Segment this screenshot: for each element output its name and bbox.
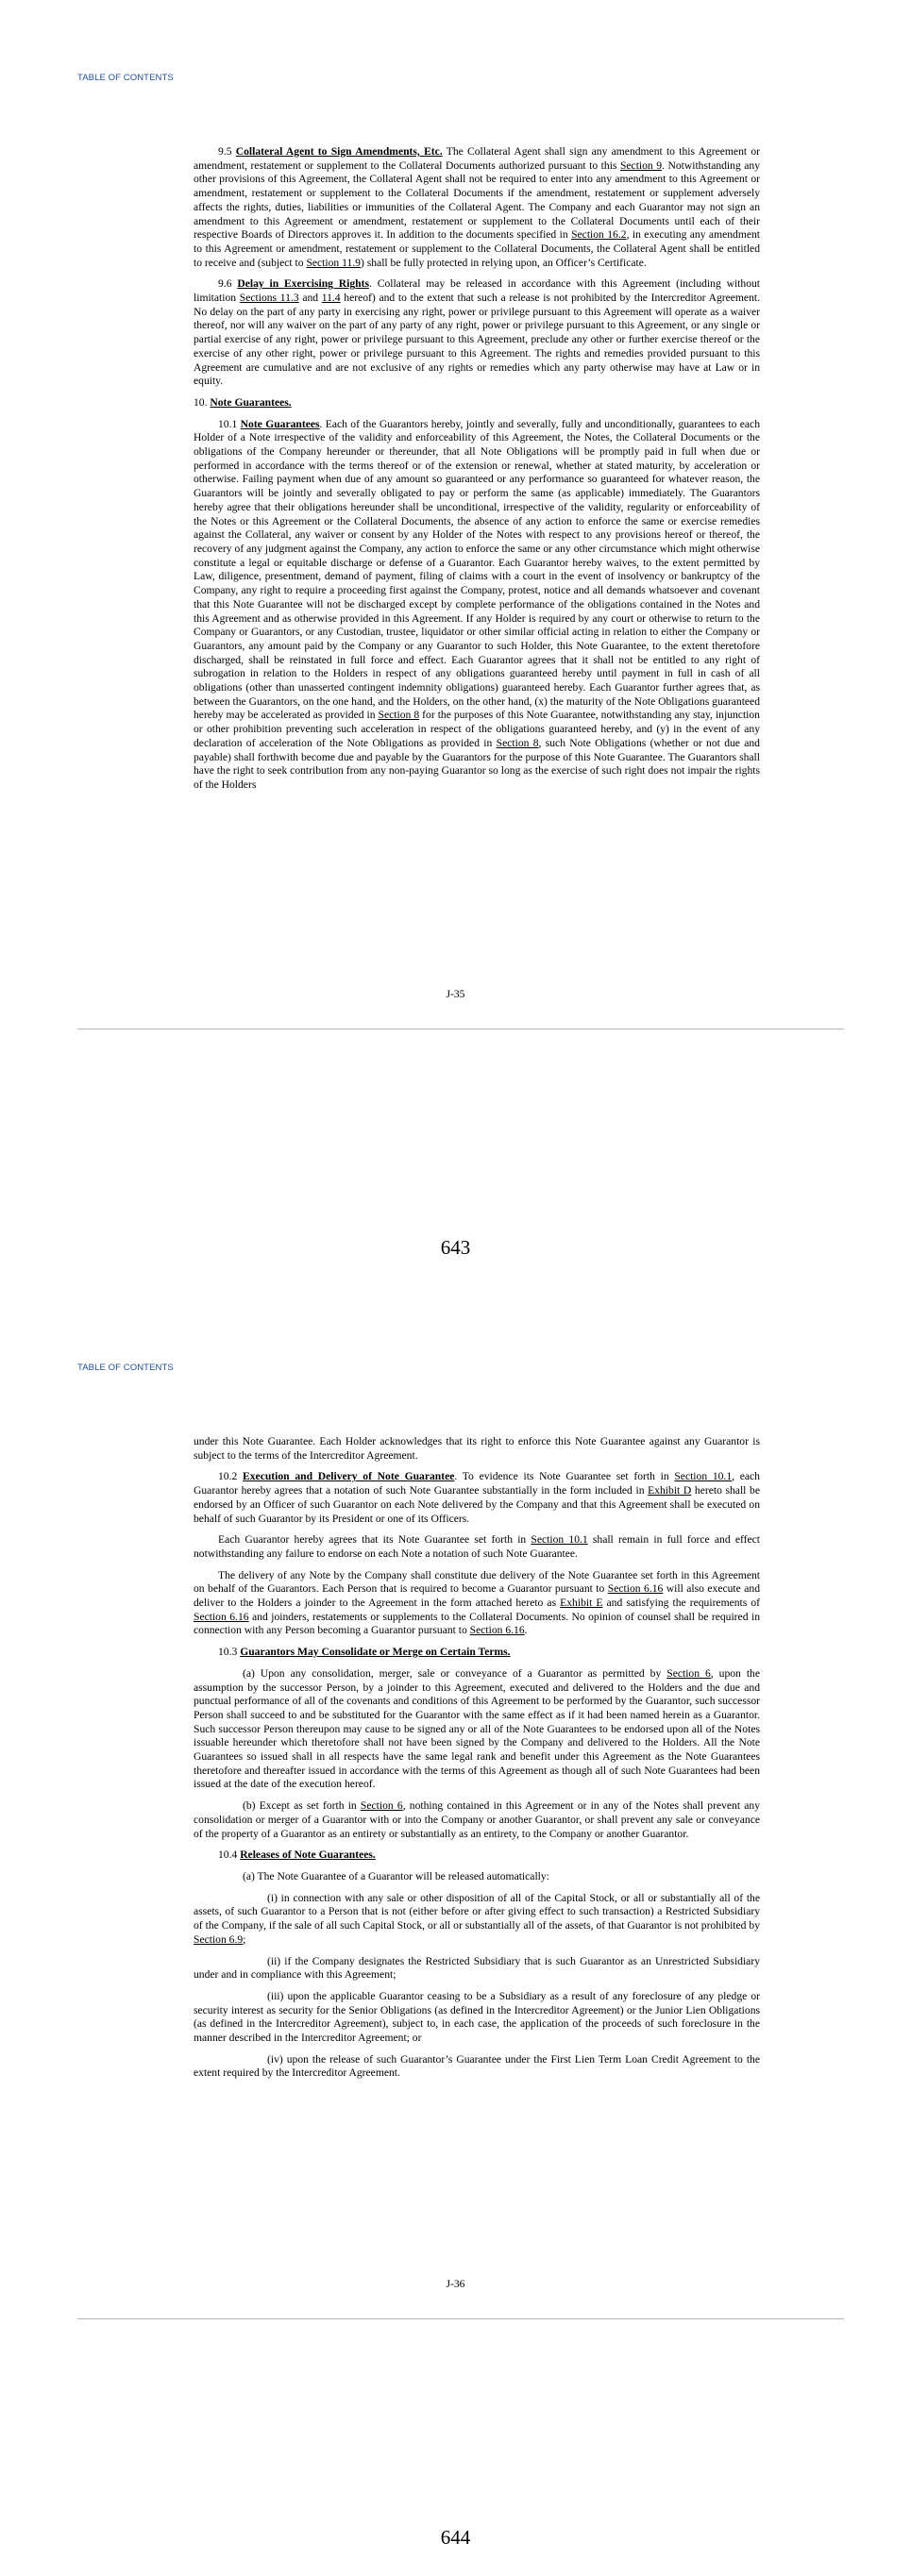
section-title: Collateral Agent to Sign Amendments, Etc. — [235, 145, 443, 158]
section-10-2: 10.2 Execution and Delivery of Note Guarantee. To evidence its Note Guarantee set forth in Section 10.1, each Guarantor hereby agrees that a notation of such Note Guarantee substantially in the form included in Exhibit D hereto shall be endorsed by an Officer of such Guarantor on each Note delivered by the Company and that this Agreement shall be executed on behalf of such Guarantor by its President or one of its Officers. — [194, 1470, 760, 1525]
section-title: Note Guarantees — [210, 395, 289, 409]
section-reference-link[interactable]: Section 9 — [619, 159, 663, 172]
section-reference-link[interactable]: Section 6 — [666, 1666, 711, 1680]
page-number: 643 — [440, 1236, 471, 1259]
table-of-contents-link[interactable]: TABLE OF CONTENTS — [77, 1363, 174, 1373]
section-reference-link[interactable]: 11.4 — [321, 292, 341, 305]
section-10-4-a: (a) The Note Guarantee of a Guarantor will be released automatically: — [243, 1869, 549, 1882]
section-reference-link[interactable]: Sections 11.3 — [239, 292, 299, 305]
continuation-paragraph: under this Note Guarantee. Each Holder acknowledges that its right to enforce this Note Guarantee against any Guarantor is subject to the terms of the Intercreditor Agreement. — [194, 1435, 760, 1462]
section-reference-link[interactable]: Section 6 — [360, 1799, 403, 1813]
section-reference-link[interactable]: Section 11.9 — [306, 256, 361, 269]
section-10-4-a-i: (i) in connection with any sale or other disposition of all of the Capital Stock, or all or substantially all of the assets, of such Guarantor to a Person that is not (either before or after giving effect to such transaction) a Restricted Subsidiary of the Company, if the sale of all such Capital Stock, or all or substantially all of the assets, of that Guarantor is not prohibited by Section 6.9; — [194, 1891, 760, 1946]
section-reference-link[interactable]: Section 8 — [496, 736, 539, 749]
section-10-3: 10.3 Guarantors May Consolidate or Merge on Certain Terms. — [218, 1646, 511, 1659]
page-divider — [77, 2318, 844, 2319]
section-title: Releases of Note Guarantees — [240, 1848, 373, 1862]
section-9-6: 9.6 Delay in Exercising Rights. Collateral may be released in accordance with this Agreement (including without limitation Sections 11.3 and 11.4 hereof) and to the extent that such a release is not prohibited by the Intercreditor Agreement. No delay on the part of any party in exercising any right, power or privilege pursuant to this Agreement will operate as a waiver thereof, nor will any waiver on the part of any party of any right, power or privilege pursuant to this Agreement, or any single or partial exercise of any right, power or privilege pursuant to this Agreement, preclude any other or further exercise thereof or the exercise of any other right, power or privilege pursuant to this Agreement. The rights and remedies provided pursuant to this Agreement are cumulative and are not exclusive of any rights or remedies which any party otherwise may have at Law or in equity. — [194, 277, 761, 388]
section-10-4-a-iv: (iv) upon the release of such Guarantor’s Guarantee under the First Lien Term Loan Credit Agreement to the extent required by the Intercreditor Agreement. — [194, 2052, 760, 2080]
section-10-4-a-ii: (ii) if the Company designates the Restricted Subsidiary that is such Guarantor as an Unrestricted Subsidiary under and in compliance with this Agreement; — [194, 1954, 760, 1982]
section-10-1: 10.1 Note Guarantees. Each of the Guarantors hereby, jointly and severally, fully and unconditionally, guarantees to each Holder of a Note irrespective of the validity and enforceability of this Agreement, the Notes, the Collateral Documents or the obligations of the Company hereunder or thereunder, that all Note Obligations will be promptly paid in full when due or performed in accordance with the terms thereof or of the extension or renewal, whether at stated maturity, by acceleration or otherwise. Failing payment when due of any amount so guaranteed or any performance so guaranteed for whatever reason, the Guarantors will be jointly and severally obligated to pay or perform the same (as applicable) immediately. The Guarantors hereby agree that their obligations hereunder shall be unconditional, irrespective of the validity, regularity or enforceability of the Notes or this Agreement or the Collateral Documents, the absence of any action to enforce the same or exercise remedies against the Collateral, any waiver or consent by any Holder of the Notes with respect to any provisions hereof or thereof, the recovery of any judgment against the Company, any action to enforce the same or any other circumstance which might otherwise constitute a legal or equitable discharge or defense of a Guarantor. Each Guarantor hereby waives, to the extent permitted by Law, diligence, presentment, demand of payment, filing of claims with a court in the event of insolvency or bankruptcy of the Company, any right to require a proceeding first against the Company, protest, notice and all demands whatsoever and covenant that this Note Guarantee will not be discharged except by complete performance of the obligations contained in the Notes and this Agreement and as otherwise provided in this Agreement. If any Holder is required by any court or otherwise to return to the Company or Guarantors, or any Custodian, trustee, liquidator or other similar official acting in relation to either the Company or Guarantors, any amount paid by the Company or any Guarantor to such Holder, this Note Guarantee, to the extent theretofore discharged, shall be reinstated in full force and effect. Each Guarantor agrees that it shall not be entitled to any right of subrogation in relation to the Holders in respect of any obligations guaranteed hereby until payment in full in cash of all obligations (other than unasserted contingent indemnity obligations) guaranteed hereby. Each Guarantor further agrees that, as between the Guarantors, on the one hand, and the Holders, on the other hand, (x) the maturity of the Note Obligations guaranteed hereby may be accelerated as provided in Section 8 for the purposes of this Note Guarantee, notwithstanding any stay, injunction or other prohibition preventing such acceleration in respect of the obligations guaranteed hereby, and (y) in the event of any declaration of acceleration of the Note Obligations as provided in Section 8, such Note Obligations (whether or not due and payable) shall forthwith become due and payable by the Guarantors for the purpose of this Note Guarantee. The Guarantors shall have the right to seek contribution from any non-paying Guarantor so long as the exercise of such right does not impair the rights of the Holders — [194, 417, 761, 791]
section-10-4-a-iii: (iii) upon the applicable Guarantor ceasing to be a Subsidiary as a result of any foreclosure of any pledge or security interest as security for the Senior Obligations (as defined in the Intercreditor Agreement) or the Junior Lien Obligations (as defined in the Intercreditor Agreement), subject to, in each case, the application of the proceeds of such foreclosure in the manner described in the Intercreditor Agreement; or — [194, 1989, 760, 2045]
section-reference-link[interactable]: Section 6.16 — [607, 1582, 664, 1596]
section-reference-link[interactable]: Section 8 — [378, 709, 420, 722]
section-10-heading: 10. Note Guarantees. — [194, 395, 292, 409]
section-10-3-a: (a) Upon any consolidation, merger, sale or conveyance of a Guarantor as permitted by Section 6, upon the assumption by the successor Person, by a joinder to this Agreement, executed and delivered to the Holders and the due and punctual performance of all of the covenants and conditions of this Agreement to be performed by the Guarantor, such successor Person shall succeed to and be substituted for the Guarantor with the same effect as if it had been named herein as a Guarantor. Such successor Person thereupon may cause to be signed any or all of the Note Guarantees to be endorsed upon all of the Notes issuable hereunder which theretofore shall not have been signed by the Company and delivered to the Holders. All the Note Guarantees so issued shall in all respects have the same legal rank and benefit under this Agreement as the Note Guarantees theretofore and thereafter issued in accordance with the terms of this Agreement as though all of such Note Guarantees had been issued at the date of the execution hereof. — [194, 1666, 760, 1791]
section-reference-link[interactable]: Section 16.2 — [571, 228, 627, 242]
section-reference-link[interactable]: Section 6.16 — [469, 1624, 525, 1637]
note-delivery-paragraph: The delivery of any Note by the Company shall constitute due delivery of the Note Guarantee set forth in this Agreement on behalf of the Guarantors. Each Person that is required to become a Guarantor pursuant to Section 6.16 will also execute and deliver to the Holders a joinder to the Agreement in the form attached hereto as Exhibit E and satisfying the requirements of Section 6.16 and joinders, restatements or supplements to the Collateral Documents. No opinion of counsel shall be required in connection with any Person becoming a Guarantor pursuant to Section 6.16. — [194, 1568, 760, 1637]
section-reference-link[interactable]: Section 6.9 — [194, 1932, 244, 1946]
exhibit-reference-link[interactable]: Exhibit D — [648, 1484, 692, 1497]
page-body-2 — [194, 1435, 760, 2088]
section-title: Guarantors May Consolidate or Merge on Certain Terms — [240, 1646, 508, 1659]
section-title: Execution and Delivery of Note Guarantee — [243, 1470, 455, 1483]
section-10-3-b: (b) Except as set forth in Section 6, nothing contained in this Agreement or in any of the Notes shall prevent any consolidation or merger of a Guarantor with or into the Company or another Guarantor, or shall prevent any sale or conveyance of the property of a Guarantor as an entirety or substantially as an entirety, to the Company or another Guarantor. — [194, 1799, 760, 1840]
section-reference-link[interactable]: Section 10.1 — [674, 1470, 733, 1483]
section-9-5: 9.5 Collateral Agent to Sign Amendments, Etc. The Collateral Agent shall sign any amendment to this Agreement or amendment, restatement or supplement to the Collateral Documents authorized pursuant to this Section 9. Notwithstanding any other provisions of this Agreement, the Collateral Agent shall not be required to enter into any amendment to this Agreement or amendment, restatement or supplement to the Collateral Documents if the amendment, restatement or supplement adversely affects the rights, duties, liabilities or immunities of the Collateral Agent. The Company and each Guarantor may not sign an amendment to this Agreement or amendment, restatement or supplement to the Collateral Documents until each of their respective Boards of Directors approves it. In addition to the documents specified in Section 16.2, in executing any amendment to this Agreement or amendment, restatement or supplement to the Collateral Documents, the Collateral Agent shall be entitled to receive and (subject to Section 11.9) shall be fully protected in relying upon, an Officer’s Certificate. — [194, 145, 761, 269]
page-footer-label: J-36 — [446, 2278, 465, 2290]
guarantee-effect-paragraph: Each Guarantor hereby agrees that its Note Guarantee set forth in Section 10.1 shall remain in full force and effect notwithstanding any failure to endorse on each Note a notation of such Note Guarantee. — [194, 1533, 760, 1560]
section-reference-link[interactable]: Section 6.16 — [194, 1610, 249, 1623]
page-number: 644 — [440, 2526, 471, 2549]
table-of-contents-link[interactable]: TABLE OF CONTENTS — [77, 73, 174, 83]
exhibit-reference-link[interactable]: Exhibit E — [560, 1597, 603, 1610]
section-10-4: 10.4 Releases of Note Guarantees. — [218, 1848, 376, 1862]
section-reference-link[interactable]: Section 10.1 — [531, 1533, 588, 1547]
section-title: Delay in Exercising Rights — [237, 277, 369, 291]
page-footer-label: J-35 — [446, 988, 465, 1000]
page-body-1 — [194, 145, 760, 800]
section-title: Note Guarantees — [240, 417, 320, 430]
